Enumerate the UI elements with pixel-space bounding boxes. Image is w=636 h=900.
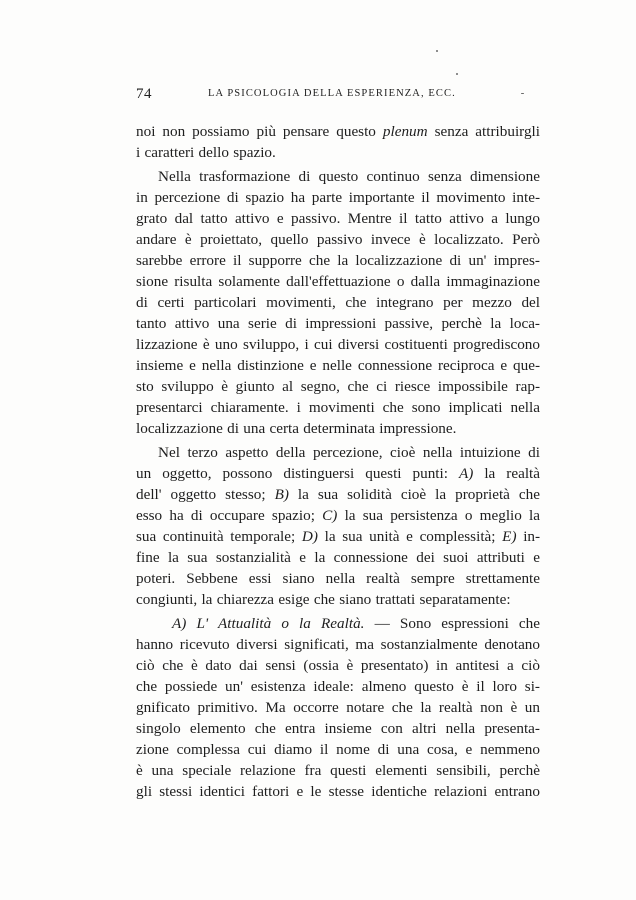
text-line: sua continuità temporale; D) la sua unità e complessità; E) in- [136, 528, 540, 545]
italic-letter: A) [458, 465, 474, 482]
italic-letter: C) [322, 507, 338, 524]
italic-letter: E) [502, 528, 517, 545]
page-number: 74 [136, 86, 152, 102]
text-line: insieme e nella distinzione e nelle connessione reciproca e que- [136, 357, 540, 374]
body-text [136, 121, 540, 802]
text-line: presentarci chiaramente. i movimenti che sono implicati nella [136, 399, 540, 416]
text-line: sto sviluppo è giunto al segno, che ci riesce impossibile rap- [136, 378, 540, 395]
paragraph-first-line: Nel terzo aspetto della percezione, cioè nella intuizione di [158, 444, 540, 461]
text-line: in percezione di spazio ha parte importante il movimento inte- [136, 189, 540, 206]
paper-speck [456, 73, 458, 75]
text-line: dell' oggetto stesso; B) la sua solidità cioè la proprietà che [136, 486, 540, 503]
paper-speck [436, 50, 438, 52]
italic-term: plenum [382, 123, 428, 140]
text-line: i caratteri dello spazio. [136, 144, 276, 161]
running-head [136, 86, 540, 106]
text-line: gli stessi identici fattori e le stesse identiche relazioni entrano [136, 783, 540, 800]
running-title: LA PSICOLOGIA DELLA ESPERIENZA, ECC. [208, 88, 456, 99]
text-line: fine la sua sostanzialità e la connessione dei suoi attributi e [136, 549, 540, 566]
text-line: esso ha di occupare spazio; C) la sua persistenza o meglio la [136, 507, 540, 524]
text-line: un oggetto, possono distinguersi questi punti: A) la realtà [136, 465, 540, 482]
text-line: è una speciale relazione fra questi elementi sensibili, perchè [136, 762, 540, 779]
text-line: sione risulta solamente dall'effettuazione o dalla immaginazione [136, 273, 540, 290]
text-line: hanno ricevuto diversi significati, ma sostanzialmente denotano [136, 636, 540, 653]
text-line: tanto attivo una serie di impressioni passive, perchè la loca- [136, 315, 540, 332]
section-first-line: A) L' Attualità o la Realtà. — Sono espressioni che [172, 615, 540, 632]
text-line: di certi particolari movimenti, che integrano per mezzo del [136, 294, 540, 311]
text-line: zione complessa cui diamo il nome di una cosa, e nemmeno [136, 741, 540, 758]
text-line: gnificato primitivo. Ma occorre notare che la realtà non è un [136, 699, 540, 716]
text-line: poteri. Sebbene essi siano nella realtà sempre strettamente [136, 570, 540, 587]
italic-letter: D) [301, 528, 318, 545]
text-line: localizzazione di una certa determinata impressione. [136, 420, 457, 437]
text-line: congiunti, la chiarezza esige che siano trattati separatamente: [136, 591, 511, 608]
text-line: che possiede un' esistenza ideale: almeno questo è il loro si- [136, 678, 540, 695]
text-line: lizzazione è uno sviluppo, i cui diversi costituenti progrediscono [136, 336, 540, 353]
text-line: sarebbe errore il supporre che la localizzazione di un' impres- [136, 252, 540, 269]
text-line: noi non possiamo più pensare questo plenum senza attribuirgli [136, 123, 540, 140]
text-line: andare è proiettato, quello passivo invece è localizzato. Però [136, 231, 540, 248]
section-heading: A) L' Attualità o la Realtà. [172, 615, 365, 632]
paragraph-first-line: Nella trasformazione di questo continuo senza dimensione [158, 168, 540, 185]
text-line: ciò che è dato dai sensi (ossia è presentato) in antitesi a ciò [136, 657, 540, 674]
text-line: singolo elemento che entra insieme con altri nella presenta- [136, 720, 540, 737]
italic-letter: B) [274, 486, 289, 503]
text-line: grato dal tatto attivo e passivo. Mentre il tatto attivo a lungo [136, 210, 540, 227]
